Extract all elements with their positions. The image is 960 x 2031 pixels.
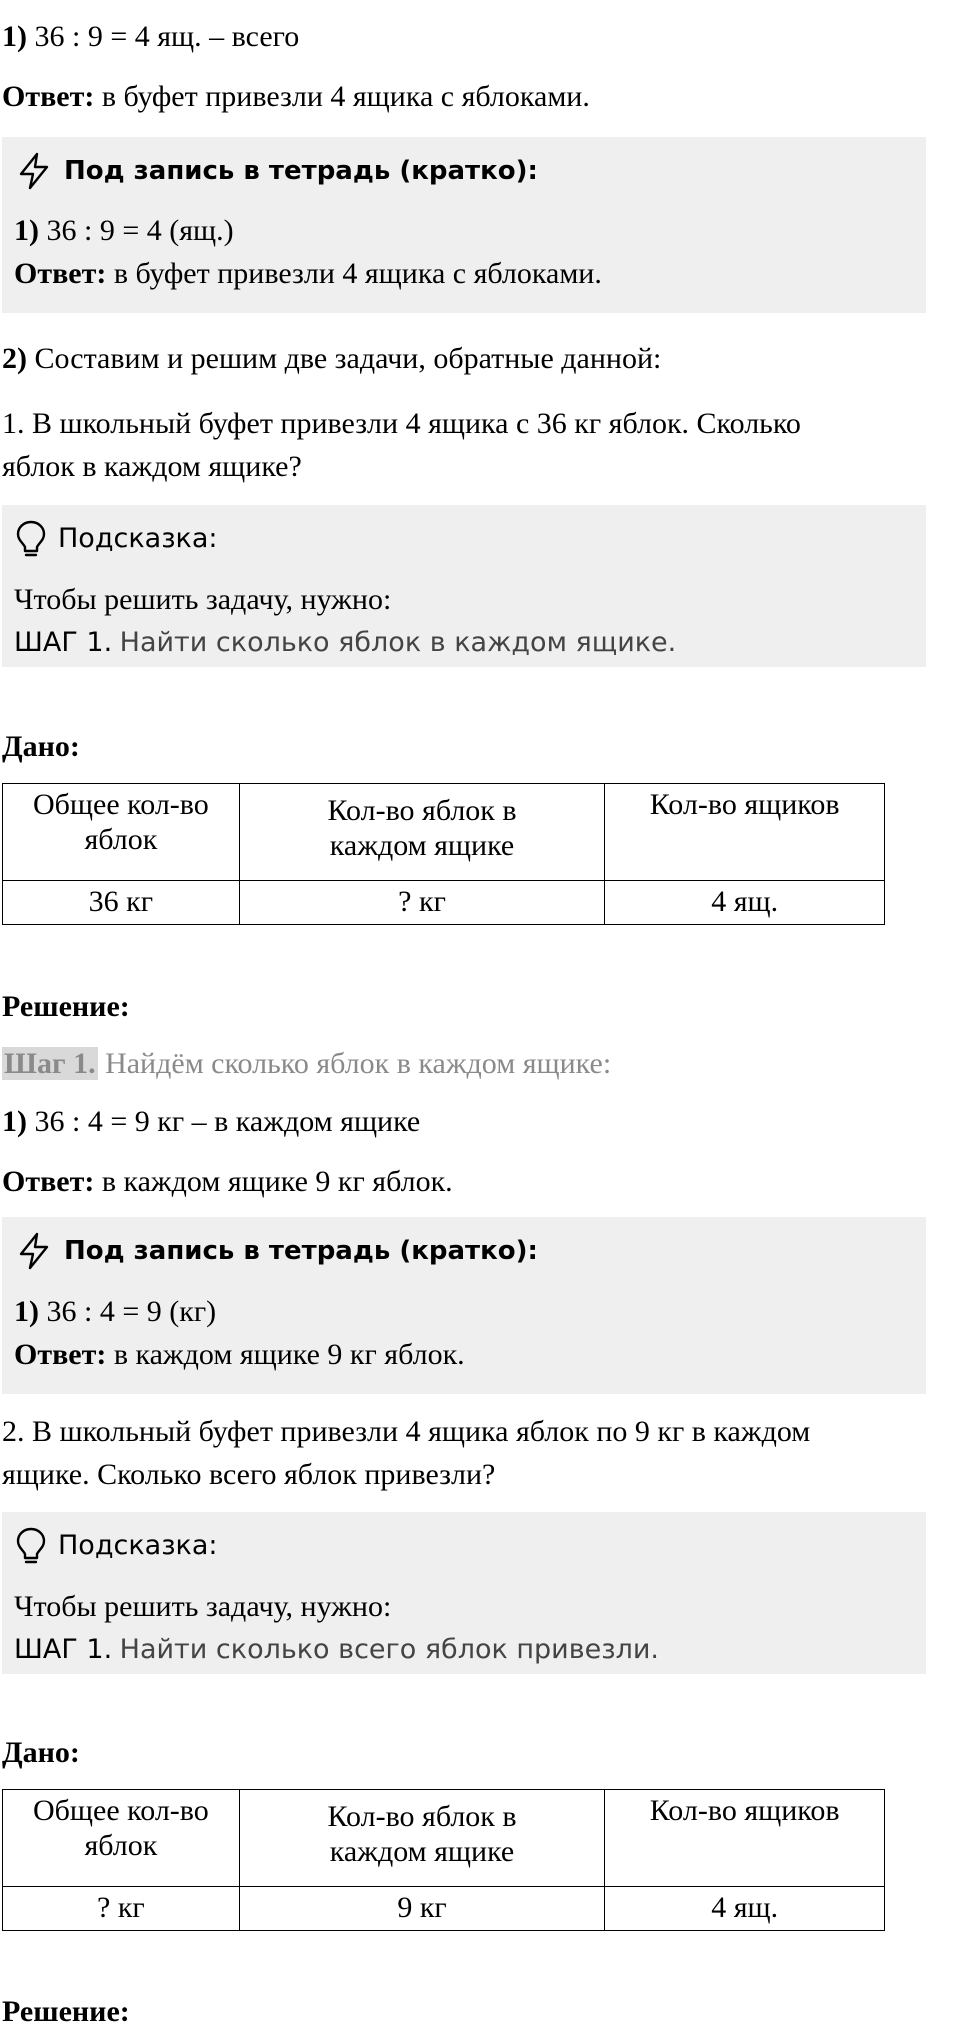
brief-step-number: 1) — [14, 1295, 39, 1328]
hint-step-tag: ШАГ 1. — [14, 1634, 113, 1665]
given-table-value-row — [3, 881, 885, 925]
given-header-cell — [3, 784, 240, 881]
given-value-cell: 4 ящ. — [605, 881, 885, 925]
answer-label: Ответ: — [2, 80, 95, 113]
brief-answer-label: Ответ: — [14, 257, 107, 290]
answer-text: в буфет привезли 4 ящика с яблоками. — [101, 80, 590, 113]
given-header-cell — [605, 784, 885, 881]
given-value-cell: ? кг — [239, 881, 605, 925]
part-number: 2) — [2, 342, 27, 375]
given-table — [2, 1789, 885, 1931]
hint-header — [14, 519, 218, 559]
header-line: Общее кол-во — [33, 1794, 209, 1827]
solution-label: Решение: — [2, 1995, 130, 2028]
brief-note-box — [2, 137, 926, 313]
hint-step — [14, 623, 676, 661]
hint-intro: Чтобы решить задачу, нужно: — [14, 1590, 392, 1623]
hint-step-tag: ШАГ 1. — [14, 627, 113, 658]
solution-step-text: Найдём сколько яблок в каждом ящике: — [105, 1047, 612, 1080]
step-expression: 36 : 9 = 4 ящ. – всего — [34, 20, 300, 53]
brief-note-header — [14, 151, 538, 191]
header-line: Общее кол-во — [33, 788, 209, 821]
solution-step-tag: Шаг 1. — [4, 1047, 96, 1080]
given-label: Дано: — [2, 730, 80, 763]
brief-note-box — [2, 1217, 926, 1394]
lightbulb-icon — [14, 519, 48, 559]
hint-intro: Чтобы решить задачу, нужно: — [14, 583, 392, 616]
hint-title: Подсказка: — [58, 523, 218, 555]
given-value-cell: 4 ящ. — [605, 1887, 885, 1931]
given-header-cell — [239, 784, 605, 881]
answer-line — [2, 1163, 453, 1201]
given-value-cell: 36 кг — [3, 881, 240, 925]
brief-step-number: 1) — [14, 214, 39, 247]
part-two-line — [2, 340, 661, 378]
calc-line — [2, 1103, 420, 1141]
header-line: яблок — [84, 1828, 158, 1862]
header-line: каждом ящике — [329, 828, 515, 862]
answer-label: Ответ: — [2, 1165, 95, 1198]
given-table-value-row — [3, 1887, 885, 1931]
given-table-header-row — [3, 784, 885, 881]
given-table-header-row — [3, 1790, 885, 1887]
solution-label: Решение: — [2, 990, 130, 1023]
answer-line — [2, 78, 590, 116]
given-label: Дано: — [2, 1736, 80, 1769]
step-number: 1) — [2, 20, 27, 53]
brief-step-line — [14, 212, 234, 250]
header-line: Кол-во ящиков — [649, 788, 840, 821]
brief-answer-text: в буфет привезли 4 ящика с яблоками. — [113, 257, 602, 290]
brief-step-expression: 36 : 4 = 9 (кг) — [46, 1295, 217, 1328]
brief-note-title: Под запись в тетрадь (кратко): — [64, 1235, 538, 1266]
given-header-cell — [3, 1790, 240, 1887]
calc-expression: 36 : 4 = 9 кг – в каждом ящике — [34, 1105, 421, 1138]
hint-step-text: Найти сколько яблок в каждом ящике. — [119, 627, 677, 658]
brief-answer-label: Ответ: — [14, 1338, 107, 1371]
hint-title: Подсказка: — [58, 1530, 218, 1562]
header-line: Кол-во яблок в — [327, 1800, 517, 1833]
task-one-line-1: 1. В школьный буфет привезли 4 ящика с 36 кг яблок. Сколько — [2, 407, 801, 440]
task-two-line-1: 2. В школьный буфет привезли 4 ящика яблок по 9 кг в каждом — [2, 1415, 811, 1448]
brief-answer-line — [14, 255, 602, 293]
hint-box — [2, 1512, 926, 1674]
solution-step-title — [2, 1045, 611, 1083]
lightning-icon — [14, 1231, 54, 1271]
brief-note-header — [14, 1231, 538, 1271]
hint-step-text: Найти сколько всего яблок привезли. — [119, 1634, 659, 1665]
hint-header — [14, 1526, 218, 1566]
lightbulb-icon — [14, 1526, 48, 1566]
lightning-icon — [14, 151, 54, 191]
header-line: каждом ящике — [329, 1834, 515, 1868]
given-header-cell — [239, 1790, 605, 1887]
brief-step-expression: 36 : 9 = 4 (ящ.) — [46, 214, 234, 247]
header-line: Кол-во ящиков — [649, 1794, 840, 1827]
header-line: Кол-во яблок в — [327, 794, 517, 827]
hint-box — [2, 505, 926, 667]
task-two-line-2: ящике. Сколько всего яблок привезли? — [2, 1458, 496, 1491]
given-table — [2, 783, 885, 925]
answer-text: в каждом ящике 9 кг яблок. — [101, 1165, 453, 1198]
brief-step-line — [14, 1293, 216, 1331]
step-line — [2, 18, 299, 56]
brief-note-title: Под запись в тетрадь (кратко): — [64, 155, 538, 186]
brief-answer-line — [14, 1336, 465, 1374]
brief-answer-text: в каждом ящике 9 кг яблок. — [113, 1338, 465, 1371]
given-value-cell: 9 кг — [239, 1887, 605, 1931]
given-value-cell: ? кг — [3, 1887, 240, 1931]
part-text: Составим и решим две задачи, обратные данной: — [34, 342, 662, 375]
calc-number: 1) — [2, 1105, 27, 1138]
hint-step — [14, 1630, 659, 1668]
header-line: яблок — [84, 822, 158, 856]
given-header-cell — [605, 1790, 885, 1887]
task-one-line-2: яблок в каждом ящике? — [2, 450, 302, 483]
